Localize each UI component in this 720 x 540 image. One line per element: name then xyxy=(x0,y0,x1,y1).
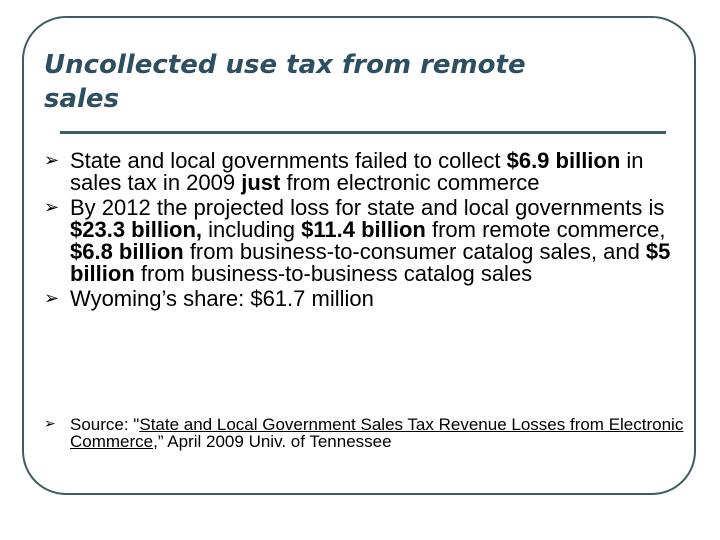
source-prefix: Source: " xyxy=(70,415,140,434)
bullet-list xyxy=(44,150,684,313)
bullet-bold-text: $5 billion xyxy=(70,239,671,286)
slide-title: Uncollected use tax from remote sales xyxy=(44,50,526,114)
source-citation xyxy=(44,416,684,450)
bullet-text: from electronic commerce xyxy=(280,170,540,195)
bullet-text: in sales tax in 2009 xyxy=(70,148,644,195)
bullet-text: By 2012 the projected loss for state and local governments is xyxy=(70,195,665,220)
bullet-bold-text: $23.3 billion, xyxy=(70,217,203,242)
bullet-bold-text: just xyxy=(241,170,281,195)
title-divider xyxy=(60,131,666,134)
bullet-bold-text: $6.9 billion xyxy=(506,148,621,173)
arrow-bullet-icon: ➢ xyxy=(44,197,60,218)
source-link[interactable]: State and Local Government Sales Tax Revenue Losses from Electronic Commerce xyxy=(70,415,684,451)
bullet-text: from remote commerce, xyxy=(425,217,666,242)
arrow-bullet-icon: ➢ xyxy=(44,416,56,432)
bullet-item xyxy=(44,288,684,310)
source-suffix: ,” April 2009 Univ. of Tennessee xyxy=(153,432,392,451)
bullet-text: from business-to-business catalog sales xyxy=(134,261,533,286)
arrow-bullet-icon: ➢ xyxy=(44,150,60,171)
bullet-text: from business-to-consumer catalog sales, and xyxy=(183,239,646,264)
bullet-text: Wyoming’s share: $61.7 million xyxy=(70,286,374,311)
bullet-bold-text: $11.4 billion xyxy=(301,217,426,242)
bullet-bold-text: $6.8 billion xyxy=(70,239,184,264)
bullet-text: State and local governments failed to collect xyxy=(70,148,507,173)
bullet-text: including xyxy=(202,217,302,242)
bullet-item xyxy=(44,150,684,194)
arrow-bullet-icon: ➢ xyxy=(44,288,60,309)
bullet-item xyxy=(44,197,684,285)
